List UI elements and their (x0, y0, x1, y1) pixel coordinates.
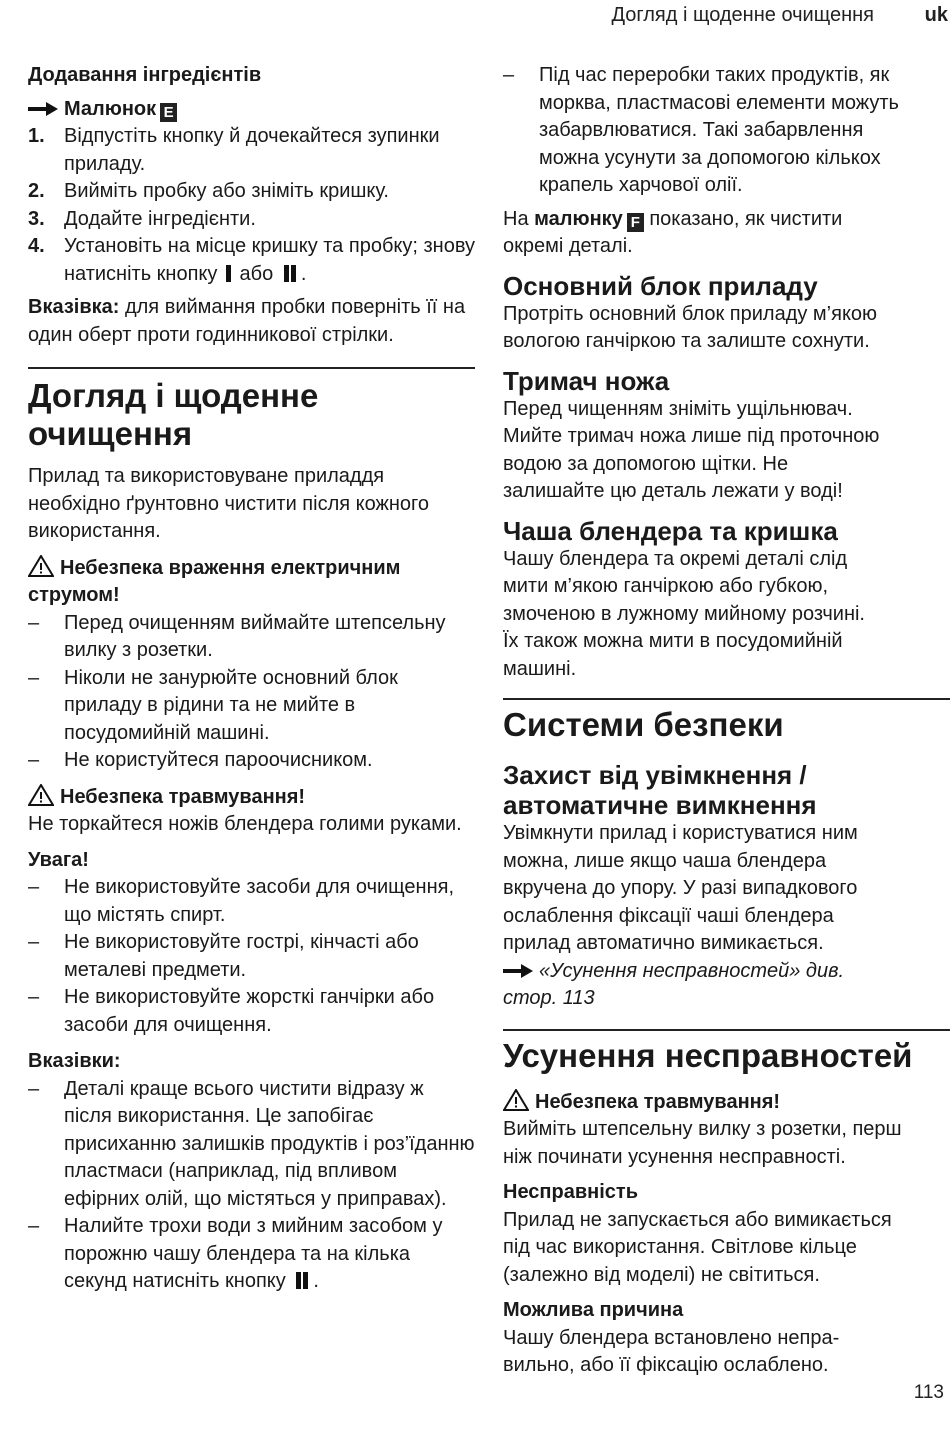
list-item-text-part: . (313, 1270, 319, 1292)
text-line: окремі деталі. (503, 235, 633, 257)
section-divider (28, 367, 475, 369)
list-item: – Перед очищенням виймайте штепсельну вилку з розетки. (28, 610, 475, 665)
figure-reference (28, 96, 475, 124)
list-item: – Не використовуйте жорсткі ганчірки або засоби для очищення. (28, 984, 475, 1039)
cross-reference-link[interactable] (503, 958, 950, 986)
text-line: Чашу блендера та окремі деталі слід (503, 547, 848, 570)
warning-triangle-icon (503, 1089, 529, 1111)
text-line: машині. (503, 657, 577, 680)
notes-title: Вказівки: (28, 1050, 121, 1072)
text-line: залишайте цю деталь лежати у воді! (503, 480, 843, 502)
note-text: для виймання пробки поверніть її на один оберт проти годинникової стрілки. (28, 296, 466, 346)
text-line: ніж починати усунення несправності. (503, 1145, 846, 1168)
step-number: 4. (28, 235, 45, 257)
text-line: під час використання. Світлове кільце (503, 1236, 857, 1258)
protection-title-line: Захист від увімкнення / (503, 760, 807, 790)
cause-label: Можлива причина (503, 1299, 684, 1321)
text-line: змоченою в лужному мийному розчині. (503, 602, 865, 625)
list-item: – Деталі краще всього чистити відразу ж після використання. Це запобігає присиханню залишків продуктів і роз’їданню пластмаси (наприклад, під впливом ефірних олій, що містяться у приправах). (28, 1076, 475, 1214)
text-line: вологою ганчіркою та залиште сохнути. (503, 330, 870, 352)
right-column (503, 62, 950, 1380)
text-line: ослаблення фіксації чаші блендера (503, 904, 834, 927)
list-item-text: Деталі краще всього чистити відразу ж після використання. Це запобігає присиханню залишків продуктів і роз’їданню пластмаси (наприклад, під впливом ефірних олій, що містяться у приправах). (64, 1077, 475, 1210)
text-line: Чашу блендера встановлено непра- (503, 1326, 840, 1349)
text-line: Прилад не запускається або вимикається (503, 1208, 892, 1231)
reference-page: стор. 113 (503, 987, 595, 1009)
reference-text: «Усунення несправностей» див. (539, 959, 845, 982)
knife-holder-title: Тримач ножа (503, 365, 670, 396)
list-item-text: Ніколи не занурюйте основний блок приладу в рідини та не мийте в посудомийній машині. (64, 666, 398, 744)
list-item: – Не використовуйте засоби для очищення, що містять спирт. (28, 874, 475, 929)
text-line: Мийте тримач ножа лише під проточною (503, 425, 880, 447)
step-text-part: або (239, 262, 274, 285)
warning-triangle-icon (28, 784, 54, 806)
text-line: прилад автоматично вимикається. (503, 932, 824, 954)
list-item: – Ніколи не занурюйте основний блок приладу в рідини та не мийте в посудомийній машині. (28, 665, 475, 748)
warning-electric-title (28, 555, 475, 610)
step-text (64, 233, 475, 288)
text-line: вкручена до упору. У разі випадкового (503, 877, 858, 899)
list-item-text: Перед очищенням виймайте штепсельну вилку з розетки. (64, 611, 446, 661)
care-heading: Догляд і щоденне очищення (28, 377, 319, 452)
list-item: – Налийте трохи води з мийним засобом у порожню чашу блендера та на кілька секунд натисніть кнопку . (28, 1213, 475, 1296)
warning-injury-text: Не торкайтеся ножів блендера голими руками. (28, 813, 462, 835)
text-line: Увімкнути прилад і користуватися ним (503, 822, 858, 844)
list-item-text: Не використовуйте засоби для очищення, що містять спирт. (64, 876, 454, 926)
list-item-text: Не використовуйте жорсткі ганчірки або засоби для очищення. (64, 986, 435, 1036)
left-column (28, 62, 475, 1296)
step-text: Вийміть пробку або зніміть кришку. (64, 180, 389, 202)
arrow-right-icon (28, 102, 58, 116)
warning-triangle-icon (28, 555, 54, 577)
step-number: 1. (28, 125, 45, 147)
note-paragraph (28, 294, 475, 349)
step-text-part: . (300, 262, 307, 285)
step-item (28, 233, 475, 288)
step-item (28, 206, 475, 234)
speed-two-icon (294, 1272, 310, 1289)
troubleshooting-heading: Усунення несправностей (503, 1036, 913, 1074)
text-line: морква, пластмасові елементи можуть (539, 91, 899, 114)
text-line: забарвлюватися. Такі забарвлення (539, 119, 864, 141)
step-item (28, 178, 475, 206)
text-line: вильно, або її фіксацію ослаблено. (503, 1354, 829, 1376)
fault-label: Несправність (503, 1181, 638, 1203)
note-label: Вказівка: (28, 296, 120, 318)
care-intro: Прилад та використовуване приладдя необхідно ґрунтовно чистити після кожного використання. (28, 465, 430, 542)
adding-ingredients-title: Додавання інгредієнтів (28, 64, 262, 86)
figure-letter-badge: E (160, 103, 177, 122)
text-line: Перед чищенням зніміть ущільнювач. (503, 397, 853, 420)
warning-title-text: Небезпека травмування! (535, 1090, 781, 1113)
list-item-text-part: Налийте трохи води з мийним засобом у порожню чашу блендера та на кілька секунд натисніть кнопку (64, 1215, 443, 1292)
step-number: 3. (28, 207, 45, 230)
list-item: – Не користуйтеся пароочисником. (28, 747, 475, 775)
figure-word: малюнку (534, 207, 623, 230)
jar-lid-title: Чаша блендера та кришка (503, 515, 838, 546)
step-item (28, 123, 475, 178)
figure-f-reference (503, 206, 950, 234)
text-line: водою за допомогою щітки. Не (503, 452, 789, 475)
protection-title-line: автоматичне вимкнення (503, 790, 817, 820)
figure-label: Малюнок (64, 97, 157, 120)
figure-letter-badge: F (627, 213, 644, 232)
text-line: Вийміть штепсельну вилку з розетки, перш (503, 1118, 902, 1140)
text-line: можна усунути за допомогою кількох (539, 146, 881, 169)
text-line: Протріть основний блок приладу м’якою (503, 302, 878, 325)
text-line: можна, лише якщо чаша блендера (503, 849, 827, 872)
warning-title-text: Небезпека враження електричним струмом! (28, 556, 401, 606)
section-divider (503, 1029, 950, 1031)
step-text: Додайте інгредієнти. (64, 207, 256, 230)
running-header (0, 4, 950, 30)
list-item-text (539, 62, 950, 200)
step-text: Відпустіть кнопку й дочекайтеся зупинки приладу. (64, 125, 440, 175)
text-line: крапель харчової олії. (539, 174, 743, 196)
safety-heading: Системи безпеки (503, 706, 784, 743)
list-item-text: Не користуйтеся пароочисником. (64, 749, 373, 771)
list-item: – Під час переробки таких продуктів, як морква, пластмасові елементи можуть забарвлюватися. Такі забарвлення можна усунути за допомогою кількох крапель харчової олії. (503, 62, 950, 200)
text-part: показано, як чистити (643, 207, 843, 230)
speed-two-icon (282, 265, 298, 282)
step-text-part: Установіть на місце кришку та пробку; знову натисніть кнопку (64, 235, 476, 285)
text-line: мити м’якою ганчіркою або губкою, (503, 575, 829, 597)
header-title: Догляд і щоденне очищення (611, 4, 874, 26)
list-item: – Не використовуйте гострі, кінчасті або металеві предмети. (28, 929, 475, 984)
caution-title: Увага! (28, 848, 89, 871)
language-code: uk (924, 4, 948, 26)
list-item-text: Не використовуйте гострі, кінчасті або металеві предмети. (64, 931, 419, 981)
text-line: (залежно від моделі) не світиться. (503, 1263, 820, 1286)
list-item-text (64, 1213, 475, 1296)
arrow-right-icon (503, 964, 533, 978)
text-line: Під час переробки таких продуктів, як (539, 64, 890, 86)
text-line: Їх також можна мити в посудомийній (503, 630, 843, 652)
warning-title-text: Небезпека травмування! (60, 785, 306, 808)
speed-one-icon (226, 265, 231, 282)
warning-injury-title (28, 784, 475, 812)
trouble-warning-title (503, 1089, 950, 1117)
section-divider (503, 698, 950, 700)
base-unit-title: Основний блок приладу (503, 270, 818, 301)
text-part: На (503, 207, 535, 230)
page-number: 113 (913, 1382, 944, 1403)
step-number: 2. (28, 180, 45, 202)
